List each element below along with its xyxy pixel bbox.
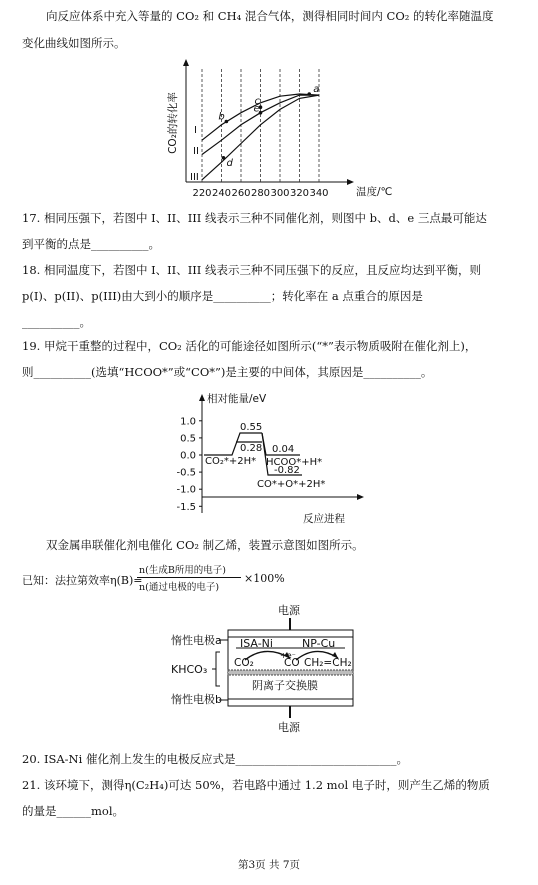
x-tick-label: 320 (289, 188, 310, 199)
cat-isa-ni: ISA-Ni (240, 637, 273, 650)
e-y-tick-label: -1.0 (176, 484, 196, 496)
e-y-tick-label: -0.5 (176, 467, 196, 479)
q17-line-1: 17. 相同压强下，若图中 I、II、III 线表示三种不同催化剂，则图中 b、d、e 三点最可能达 (22, 211, 487, 225)
intro-line-1: 向反应体系中充入等量的 CO₂ 和 CH₄ 混合气体，测得相同时间内 CO₂ 的转化率随温度 (46, 9, 494, 23)
power-bottom: 电源 (278, 721, 300, 734)
lvl-0.55: 0.55 (240, 422, 263, 433)
section-intro: 双金属串联催化剂电催化 CO₂ 制乙烯，装置示意图如图所示。 (46, 538, 364, 552)
x-tick-label: 240 (211, 188, 232, 199)
species-co: CO (284, 657, 300, 669)
q18-line-3: __________。 (22, 315, 91, 329)
point-label-b: b (218, 111, 225, 123)
membrane-label: 阴离子交换膜 (252, 679, 318, 692)
curve-label-III: III (190, 172, 199, 183)
q18-line-2: p(I)、p(II)、p(III)由大到小的顺序是__________；转化率在 a 点重合的原因是 (22, 289, 423, 303)
y-label: CO₂的转化率 (167, 92, 179, 154)
cat-np-cu: NP-Cu (302, 637, 336, 650)
point-label-e: e (253, 103, 260, 115)
q19-line-1: 19. 甲烷干重整的过程中，CO₂ 活化的可能途径如图所示(“*”表示物质吸附在催化剂上)， (22, 339, 477, 353)
point-label-d: d (226, 157, 233, 169)
energy-diagram (0, 388, 538, 528)
electrolysis-device (0, 600, 538, 750)
electrode-a-plate (228, 630, 353, 637)
species-ethylene: CH₂=CH₂ (304, 657, 352, 669)
e-y-tick-label: 0.0 (180, 450, 196, 462)
x-tick-label: 220 (192, 188, 212, 199)
curve-label-II: II (193, 146, 199, 157)
lvl-hcoo: HCOO*+H* (266, 457, 323, 468)
membrane-band (228, 670, 353, 675)
x-tick-label: 300 (270, 188, 290, 199)
formula-prefix: 已知：法拉第效率η(B)= (22, 574, 143, 587)
electrode-a-label: 惰性电极a (171, 634, 222, 647)
electrode-b-plate (228, 699, 353, 706)
q20-line-1: 20. ISA-Ni 催化剂上发生的电极反应式是____________________________。 (22, 752, 408, 766)
point-a (307, 92, 311, 96)
intro-line-2: 变化曲线如图所示。 (22, 36, 126, 50)
x-tick-label: 340 (309, 188, 329, 199)
electrode-b-label: 惰性电极b (171, 693, 222, 706)
e-y-tick-label: 0.5 (180, 433, 196, 445)
lvl-m0.82: -0.82 (274, 465, 300, 476)
page-footer: 第3页 共 7页 (237, 859, 301, 871)
q18-line-1: 18. 相同温度下，若图中 I、II、III 线表示三种不同压强下的反应，且反应均达到平衡，则 (22, 263, 482, 277)
point-d (222, 156, 226, 160)
x-tick-label: 280 (250, 188, 271, 199)
lvl-0.28: 0.28 (240, 443, 263, 454)
formula-suffix: ×100% (244, 572, 285, 585)
e-x-label: 反应进程 (303, 513, 345, 525)
formula-denominator: n(通过电极的电子) (139, 582, 220, 593)
curve-label-I: I (194, 125, 197, 136)
power-top: 电源 (278, 604, 300, 617)
x-label: 温度/℃ (356, 186, 393, 198)
lvl-co2: CO₂*+2H* (205, 456, 257, 467)
q21-line-2: 的量是______mol。 (22, 804, 125, 818)
formula-numerator: n(生成B所用的电子) (139, 565, 227, 576)
point-label-c: c (254, 96, 260, 108)
electrolyte-label: KHCO₃ (171, 663, 208, 676)
electron-label: +e⁻ (280, 651, 296, 660)
species-co2: CO₂ (234, 657, 254, 669)
x-tick-label: 260 (231, 188, 251, 199)
point-label-a: a (313, 84, 320, 95)
q19-line-2: 则__________(选填“HCOO*”或“CO*”)是主要的中间体，其原因是__________。 (22, 365, 433, 379)
y-axis-arrow (183, 59, 189, 66)
lvl-0.04: 0.04 (272, 444, 295, 455)
conversion-chart (0, 55, 538, 205)
e-y-tick-label: 1.0 (180, 416, 196, 428)
q17-line-2: 到平衡的点是__________。 (22, 237, 160, 251)
e-y-tick-label: -1.5 (176, 501, 196, 513)
lvl-co: CO*+O*+2H* (257, 479, 326, 490)
q21-line-1: 21. 该环境下，测得η(C₂H₄)可达 50%，若电路中通过 1.2 mol 电子时，则产生乙烯的物质 (22, 778, 490, 792)
e-y-label: 相对能量/eV (207, 393, 267, 405)
point-b (225, 120, 229, 124)
x-axis-arrow (347, 179, 354, 185)
